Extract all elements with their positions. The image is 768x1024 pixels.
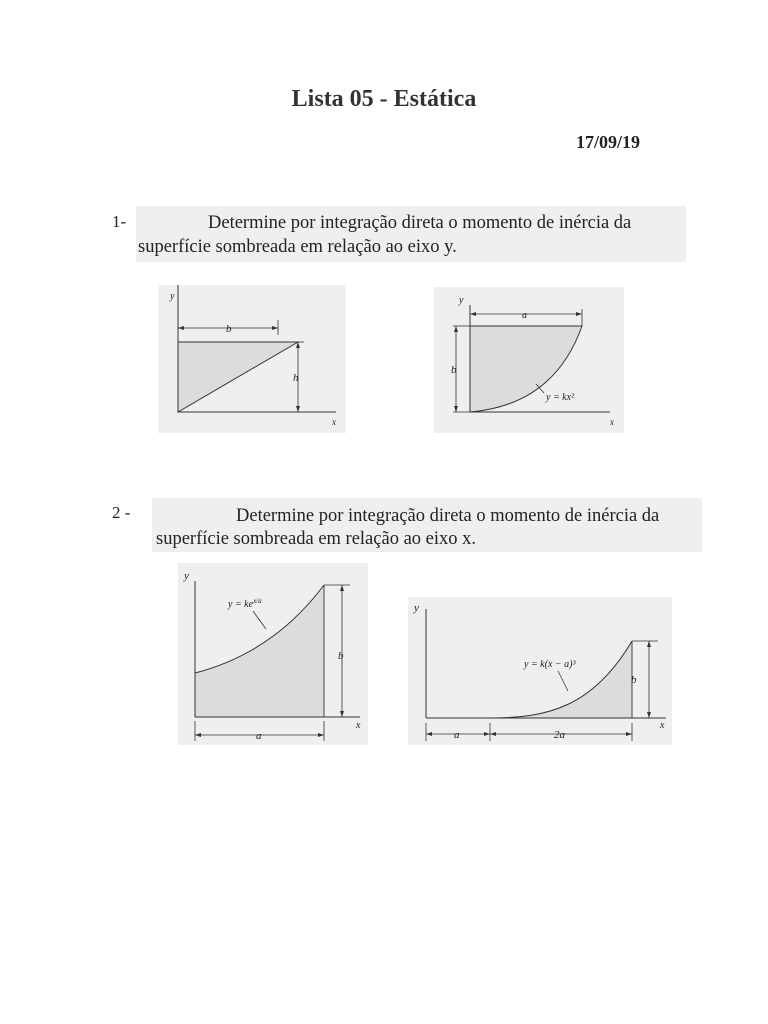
page-title: Lista 05 - Estática	[291, 86, 477, 112]
figure-2a-a-label: a	[256, 730, 262, 742]
figure-1a-triangle	[158, 285, 346, 433]
figure-1b-x-axis-label: x	[610, 417, 614, 427]
figure-1a-y-axis-label: y	[170, 291, 175, 302]
figure-2b-b-label: b	[631, 674, 637, 686]
figure-2b-y-axis-label: y	[414, 602, 419, 614]
question-1-line-2: superfície sombreada em relação ao eixo y.	[138, 237, 457, 257]
figure-1b-parabola	[434, 287, 624, 433]
question-1-line-1: Determine por integração direta o momento de inércia da	[208, 213, 632, 233]
question-1-number: 1-	[112, 212, 127, 231]
figure-2b-a-label: a	[454, 729, 460, 741]
figure-1a-x-axis-label: x	[332, 417, 336, 427]
figure-1a-b-label: b	[226, 323, 232, 335]
figure-2a-b-label: b	[338, 650, 344, 662]
figure-1a-h-label: h	[293, 372, 299, 384]
figure-2b-2a-label: 2a	[554, 729, 565, 741]
question-2-line-2: superfície sombreada em relação ao eixo x.	[156, 529, 477, 549]
figure-2a-y-axis-label: y	[184, 570, 189, 582]
figure-1b-y-axis-label: y	[459, 295, 464, 306]
question-2-number: 2 -	[112, 503, 131, 522]
figure-2a-curve-label: $y = ke^{x/a}$	[228, 597, 262, 610]
figure-1b-b-label: b	[451, 364, 457, 376]
question-2-line-1: Determine por integração direta o momento de inércia da	[236, 506, 660, 526]
figure-2b-curve-label: y = k(x − a)³	[524, 659, 576, 670]
figure-1b-curve-label: y = kx²	[546, 392, 575, 403]
figure-1b-a-label: a	[522, 310, 527, 321]
figure-2a-x-axis-label: x	[356, 720, 361, 731]
figure-2b-x-axis-label: x	[660, 720, 665, 731]
figure-2b-cubic	[408, 597, 672, 745]
document-date: 17/09/19	[576, 132, 641, 152]
figure-2a-exponential	[178, 563, 368, 745]
